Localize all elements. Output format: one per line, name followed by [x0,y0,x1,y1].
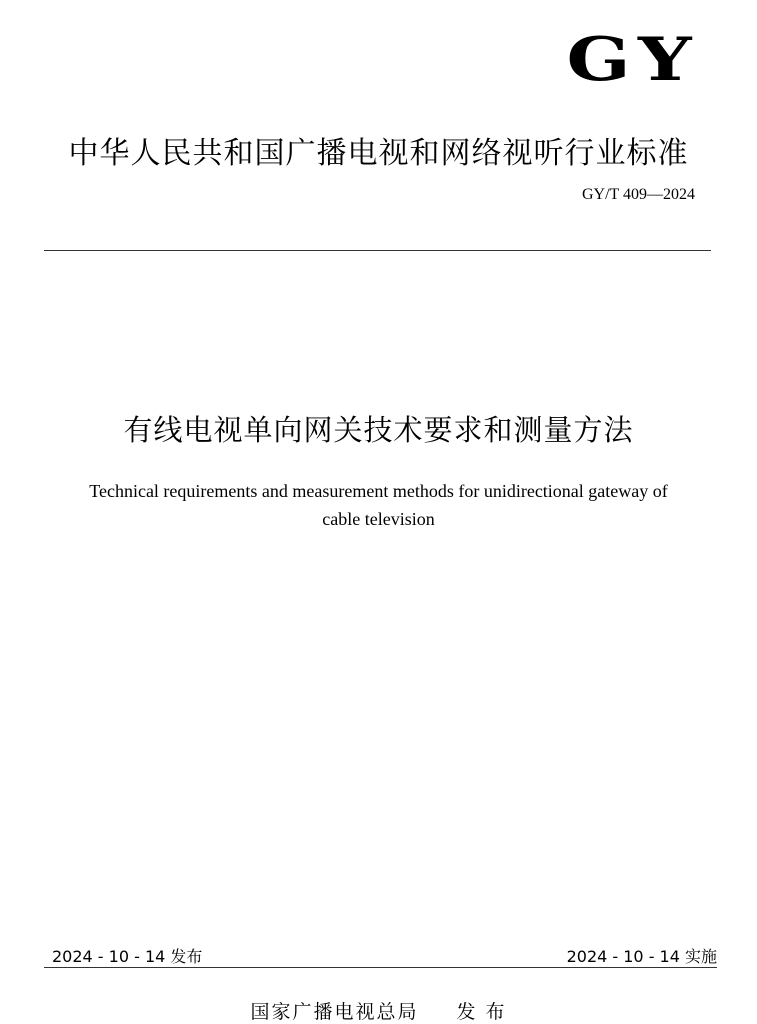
document-title-chinese: 有线电视单向网关技术要求和测量方法 [123,413,634,447]
document-title-english-line2: cable television [322,509,435,529]
publisher-name: 国家广播电视总局 [250,1001,419,1023]
issue-date: 2024 - 10 - 14 发布 [52,947,203,966]
top-divider [44,250,711,251]
industry-standard-title: 中华人民共和国广播电视和网络视听行业标准 [68,136,689,171]
dates-row [52,944,717,967]
publisher-line [0,997,757,1024]
document-title-english [60,477,697,533]
bottom-divider [44,967,717,968]
publish-label: 发 布 [456,1001,507,1023]
document-title-english-line1: Technical requirements and measurement methods for unidirectional gateway of [89,481,668,501]
implement-date: 2024 - 10 - 14 实施 [566,947,717,966]
standard-number: GY/T 409—2024 [581,186,695,203]
gy-logo: GY [566,25,699,95]
